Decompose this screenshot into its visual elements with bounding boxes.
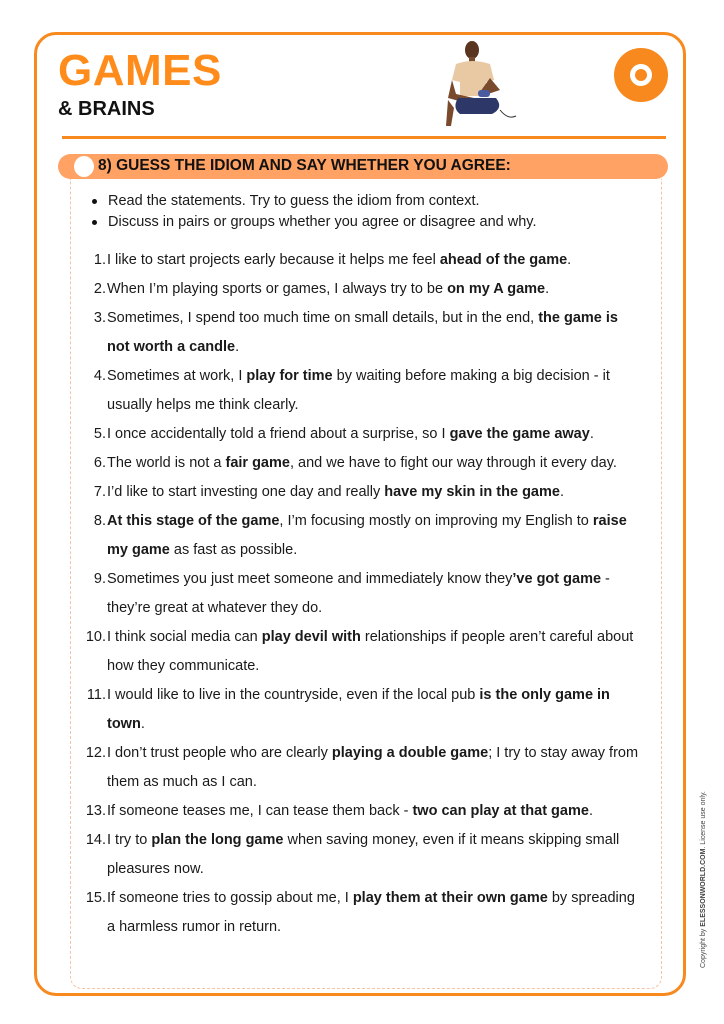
statement-item bbox=[78, 565, 643, 623]
statement-item bbox=[78, 739, 643, 797]
instruction-item: Read the statements. Try to guess the idiom from context. bbox=[90, 191, 537, 212]
statement-text: I’d like to start investing one day and really bbox=[107, 484, 385, 500]
elessonworld-logo bbox=[614, 48, 668, 102]
statement-text: relationships if people aren’t careful about how they communicate. bbox=[107, 629, 634, 674]
statement-number: 5. bbox=[93, 426, 106, 442]
idiom-text: At this stage of the game bbox=[107, 513, 280, 529]
idiom-text: play them at their own game bbox=[352, 890, 548, 906]
statement-item bbox=[78, 884, 643, 942]
statement-number: 1. bbox=[93, 252, 106, 268]
statement-text: , I’m focusing mostly on improving my English to bbox=[279, 513, 593, 529]
statement-text: by waiting before making a big decision - it usually helps me think clearly. bbox=[107, 368, 610, 413]
statement-item bbox=[78, 623, 643, 681]
statement-text: The world is not a bbox=[107, 455, 226, 471]
idiom-text: playing a double game bbox=[331, 745, 489, 761]
statement-text: I think social media can bbox=[107, 629, 262, 645]
statement-item bbox=[78, 420, 643, 449]
statement-item bbox=[78, 304, 643, 362]
statement-text: . bbox=[235, 339, 240, 355]
statement-number: 2. bbox=[93, 281, 106, 297]
statement-text: I try to bbox=[107, 832, 152, 848]
statement-item bbox=[78, 478, 643, 507]
statement-text: as fast as possible. bbox=[169, 542, 298, 558]
statement-text: when saving money, even if it means skipping small pleasures now. bbox=[107, 832, 620, 877]
idiom-text: plan the long game bbox=[151, 832, 284, 848]
statement-text: - they’re great at whatever they do. bbox=[107, 571, 610, 616]
statement-number: 11. bbox=[86, 687, 106, 703]
statement-text: . bbox=[588, 803, 593, 819]
statement-item bbox=[78, 362, 643, 420]
copyright-suffix: . License use only. bbox=[700, 791, 707, 849]
section-heading: 8) GUESS THE IDIOM AND SAY WHETHER YOU AGREE: bbox=[98, 157, 511, 174]
idiom-text: play for time bbox=[246, 368, 333, 384]
statement-text: , and we have to fight our way through it every day. bbox=[289, 455, 617, 471]
idiom-text: two can play at that game bbox=[412, 803, 589, 819]
idiom-text: the game is not worth a candle bbox=[107, 310, 618, 355]
idiom-statements-list bbox=[78, 246, 643, 942]
statement-text: by spreading a harmless rumor in return. bbox=[107, 890, 635, 935]
page-subtitle: & BRAINS bbox=[58, 98, 155, 120]
statement-text: Sometimes you just meet someone and immediately know they bbox=[107, 571, 513, 587]
statement-text: . bbox=[559, 484, 564, 500]
copyright-notice bbox=[700, 791, 707, 968]
statement-text: . bbox=[567, 252, 572, 268]
statement-text: . bbox=[545, 281, 550, 297]
statement-item bbox=[78, 275, 643, 304]
statement-number: 8. bbox=[93, 513, 106, 529]
section-bullet-circle bbox=[74, 156, 94, 177]
gamer-illustration bbox=[440, 38, 520, 130]
statement-text: Sometimes at work, I bbox=[107, 368, 247, 384]
idiom-text: ’ve got game bbox=[512, 571, 602, 587]
statement-number: 14. bbox=[85, 832, 106, 848]
statement-text: . bbox=[589, 426, 594, 442]
statement-number: 3. bbox=[93, 310, 106, 326]
idiom-text: is the only game in town bbox=[107, 687, 610, 732]
copyright-prefix: Copyright by bbox=[700, 926, 707, 968]
statement-text: ; I try to stay away from them as much as I can. bbox=[107, 745, 639, 790]
statement-text: Sometimes, I spend too much time on small details, but in the end, bbox=[107, 310, 539, 326]
header-divider bbox=[62, 136, 666, 139]
idiom-text: have my skin in the game bbox=[384, 484, 560, 500]
statement-item bbox=[78, 246, 643, 275]
idiom-text: ahead of the game bbox=[439, 252, 568, 268]
statement-number: 4. bbox=[93, 368, 106, 384]
idiom-text: gave the game away bbox=[449, 426, 590, 442]
statement-item bbox=[78, 681, 643, 739]
statement-text: . bbox=[140, 716, 145, 732]
statement-text: I would like to live in the countryside, even if the local pub bbox=[107, 687, 480, 703]
statement-number: 9. bbox=[93, 571, 106, 587]
statement-text: I like to start projects early because it helps me feel bbox=[107, 252, 440, 268]
statement-item bbox=[78, 826, 643, 884]
statement-text: I once accidentally told a friend about a surprise, so I bbox=[107, 426, 450, 442]
statement-text: I don’t trust people who are clearly bbox=[107, 745, 332, 761]
idiom-text: raise my game bbox=[107, 513, 627, 558]
copyright-brand: ELESSONWORLD.COM bbox=[700, 848, 707, 927]
statement-number: 12. bbox=[85, 745, 106, 761]
statement-item bbox=[78, 449, 643, 478]
section-header bbox=[58, 154, 668, 179]
instructions-list bbox=[90, 191, 537, 233]
statement-item bbox=[78, 507, 643, 565]
statement-number: 13. bbox=[85, 803, 106, 819]
statement-text: When I’m playing sports or games, I always try to be bbox=[107, 281, 448, 297]
page-title: GAMES bbox=[58, 46, 222, 95]
instruction-item: Discuss in pairs or groups whether you agree or disagree and why. bbox=[90, 212, 537, 233]
statement-number: 7. bbox=[93, 484, 106, 500]
statement-text: If someone teases me, I can tease them back - bbox=[107, 803, 413, 819]
statement-item bbox=[78, 797, 643, 826]
idiom-text: on my A game bbox=[447, 281, 546, 297]
statement-number: 15. bbox=[85, 890, 106, 906]
statement-number: 10. bbox=[85, 629, 106, 645]
statement-number: 6. bbox=[93, 455, 106, 471]
idiom-text: play devil with bbox=[261, 629, 361, 645]
idiom-text: fair game bbox=[225, 455, 290, 471]
statement-text: If someone tries to gossip about me, I bbox=[107, 890, 353, 906]
